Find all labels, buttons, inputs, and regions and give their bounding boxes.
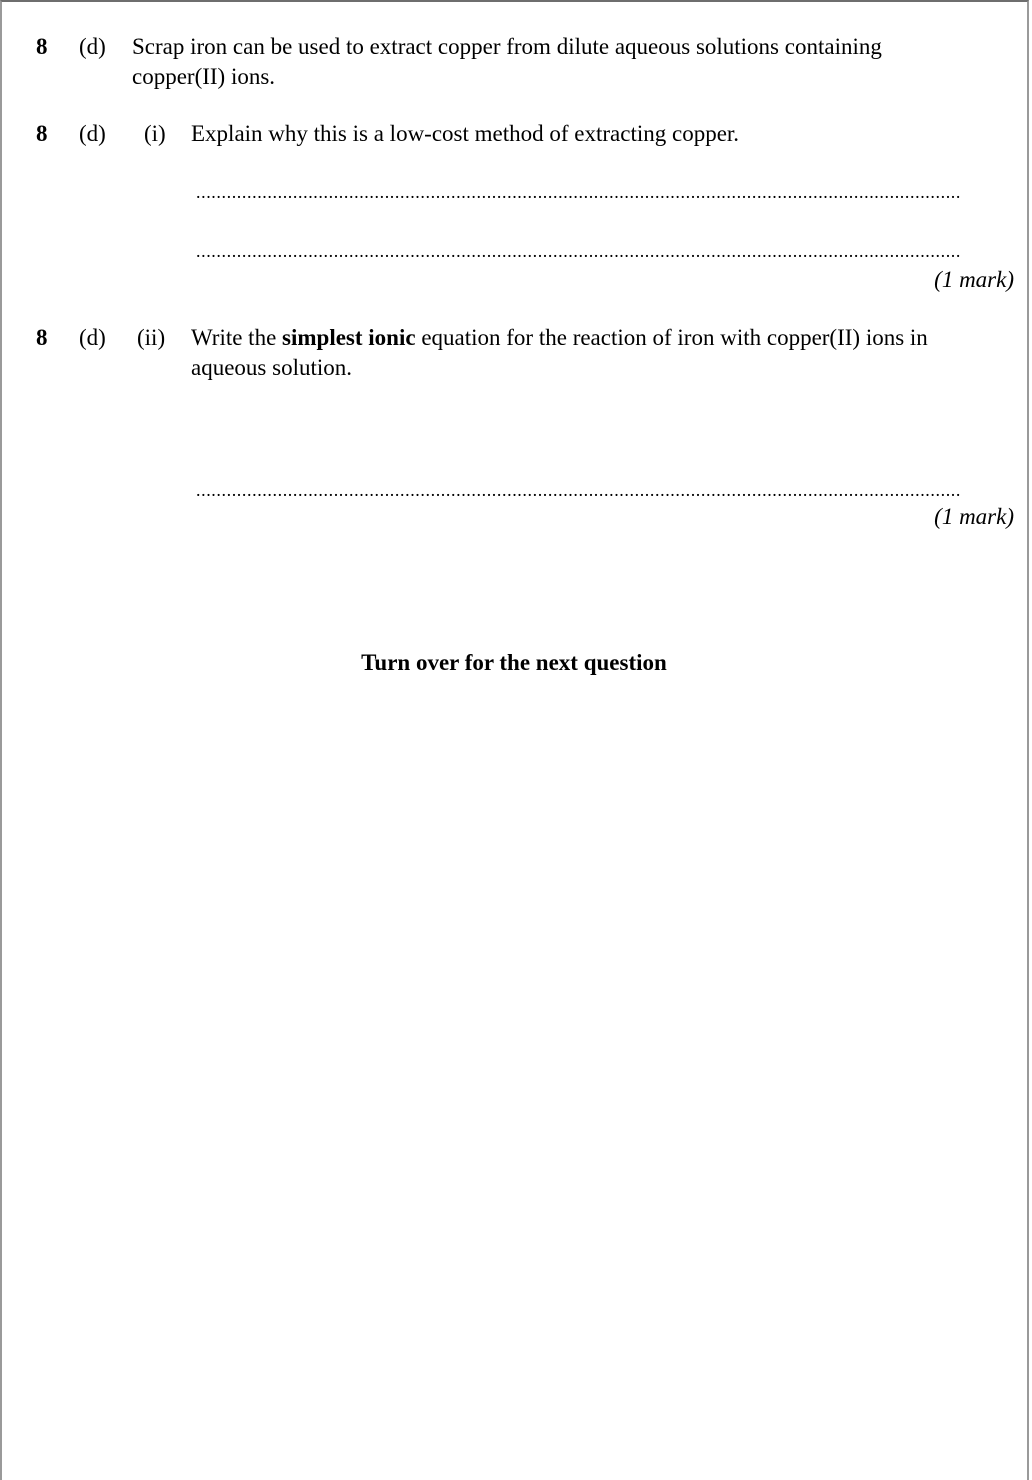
question-part: (d) (79, 121, 106, 146)
question-stem-line-2: copper(II) ions. (132, 64, 276, 89)
question-stem-line-1: Scrap iron can be used to extract copper from dilute aqueous solutions containing (132, 34, 882, 59)
question-part: (d) (79, 325, 106, 350)
emphasis-simplest-ionic: simplest ionic (282, 325, 416, 350)
question-subpart: (ii) (137, 325, 166, 350)
question-text: Explain why this is a low-cost method of extracting copper. (191, 121, 740, 146)
mark-allocation: (1 mark) (934, 504, 1014, 529)
question-text-line-2: aqueous solution. (191, 355, 352, 380)
answer-line[interactable]: ...................................................................................................................................................... (196, 241, 961, 261)
question-subpart: (i) (144, 121, 166, 146)
question-number: 8 (36, 325, 48, 350)
question-text-start: Write the (191, 325, 283, 350)
question-number: 8 (36, 34, 48, 59)
answer-line[interactable]: ...................................................................................................................................................... (196, 480, 961, 500)
mark-allocation: (1 mark) (934, 267, 1014, 292)
question-number: 8 (36, 121, 48, 146)
turn-over-note: Turn over for the next question (361, 650, 667, 675)
question-text (191, 323, 928, 353)
answer-line[interactable]: ...................................................................................................................................................... (196, 182, 961, 202)
question-text-end: equation for the reaction of iron with copper(II) ions in (415, 325, 928, 350)
question-part: (d) (79, 34, 106, 59)
